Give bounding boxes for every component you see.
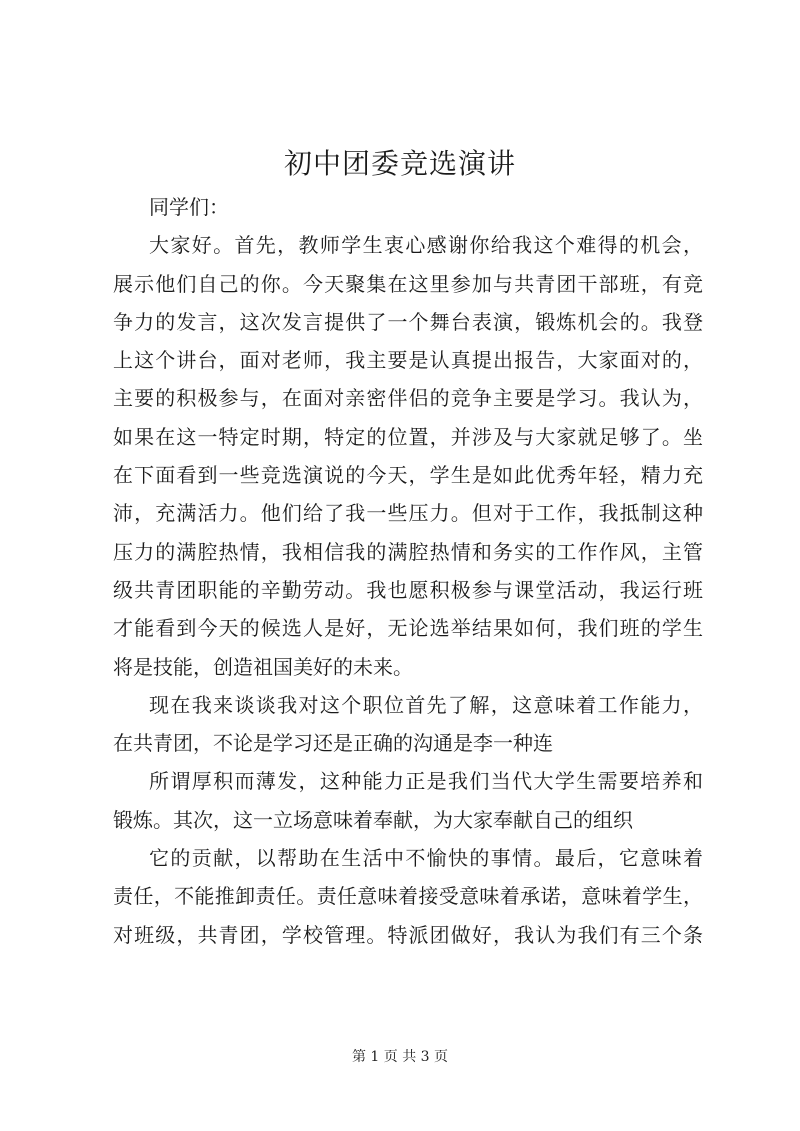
document-body	[113, 188, 703, 954]
body-line: 大家好。首先，教师学生衷心感谢你给我这个难得的机会，	[149, 233, 703, 258]
body-line: 沛，充满活力。他们给了我一些压力。但对于工作，我抵制这种	[113, 501, 703, 526]
page-footer: 第 1 页 共 3 页	[351, 1049, 449, 1065]
body-line: 争力的发言，这次发言提供了一个舞台表演，锻炼机会的。我登	[113, 309, 703, 334]
body-line: 责任，不能推卸责任。责任意味着接受意味着承诺，意味着学生，	[113, 884, 703, 909]
body-line: 上这个讲台，面对老师，我主要是认真提出报告，大家面对的，	[113, 348, 703, 373]
body-line: 压力的满腔热情，我相信我的满腔热情和务实的工作作风，主管	[113, 539, 703, 564]
body-line: 所谓厚积而薄发，这种能力正是我们当代大学生需要培养和	[149, 769, 703, 794]
body-line: 如果在这一特定时期，特定的位置，并涉及与大家就足够了。坐	[113, 424, 703, 449]
body-line: 对班级，共青团，学校管理。特派团做好，我认为我们有三个条	[113, 922, 703, 947]
body-line: 锻炼。其次，这一立场意味着奉献，为大家奉献自己的组织	[113, 807, 633, 832]
document-title: 初中团委竞选演讲	[283, 147, 516, 180]
body-line: 将是技能，创造祖国美好的未来。	[113, 654, 413, 679]
body-line: 同学们：	[149, 195, 229, 219]
body-line: 展示他们自己的你。今天聚集在这里参加与共青团干部班，有竞	[113, 271, 703, 296]
body-line: 在共青团，不论是学习还是正确的沟通是李一种连	[113, 731, 553, 756]
body-line: 现在我来谈谈我对这个职位首先了解，这意味着工作能力，	[149, 692, 703, 717]
body-line: 在下面看到一些竞选演说的今天，学生是如此优秀年轻，精力充	[113, 463, 703, 488]
body-line: 主要的积极参与，在面对亲密伴侣的竞争主要是学习。我认为，	[113, 386, 703, 411]
body-line: 级共青团职能的辛勤劳动。我也愿积极参与课堂活动，我运行班	[113, 577, 703, 602]
body-line: 它的贡献，以帮助在生活中不愉快的事情。最后，它意味着	[149, 846, 703, 871]
body-line: 才能看到今天的候选人是好，无论选举结果如何，我们班的学生	[113, 616, 703, 641]
